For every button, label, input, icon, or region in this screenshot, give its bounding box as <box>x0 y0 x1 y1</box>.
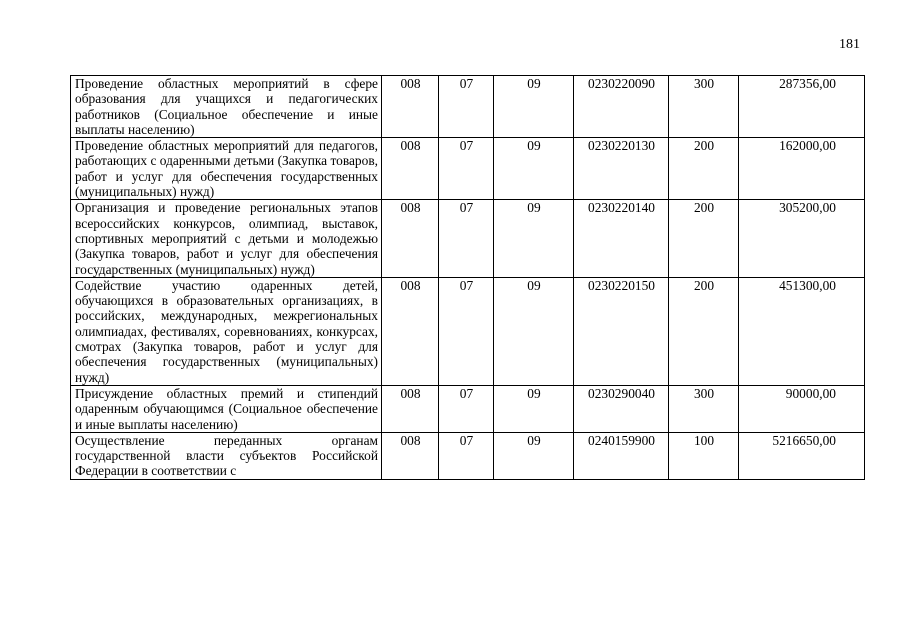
row-ministry-code: 008 <box>382 277 439 385</box>
row-description: Осуществление переданных органам государственной власти субъектов Российской Федерации в соответствии с <box>71 432 382 479</box>
row-amount: 5216650,00 <box>739 432 865 479</box>
row-target-article: 0230220140 <box>574 200 669 277</box>
row-amount: 162000,00 <box>739 138 865 200</box>
row-ministry-code: 008 <box>382 200 439 277</box>
row-subsection-code: 09 <box>494 432 574 479</box>
row-amount: 451300,00 <box>739 277 865 385</box>
row-amount: 305200,00 <box>739 200 865 277</box>
row-section-code: 07 <box>439 76 494 138</box>
table-row <box>71 432 865 479</box>
row-target-article: 0230220090 <box>574 76 669 138</box>
table-row <box>71 138 865 200</box>
row-amount: 90000,00 <box>739 385 865 432</box>
row-description: Проведение областных мероприятий для педагогов, работающих с одаренными детьми (Закупка товаров, работ и услуг для обеспечения государственных (муниципальных) нужд) <box>71 138 382 200</box>
row-expense-type: 200 <box>669 138 739 200</box>
row-subsection-code: 09 <box>494 385 574 432</box>
row-target-article: 0240159900 <box>574 432 669 479</box>
page-number: 181 <box>839 37 860 52</box>
budget-table <box>70 75 865 480</box>
row-section-code: 07 <box>439 138 494 200</box>
row-section-code: 07 <box>439 385 494 432</box>
row-description: Организация и проведение региональных этапов всероссийских конкурсов, олимпиад, выставок, спортивных мероприятий с детьми и молодежью (Закупка товаров, работ и услуг для обеспечения государственных (муниципальных) нужд) <box>71 200 382 277</box>
table-row <box>71 385 865 432</box>
row-ministry-code: 008 <box>382 138 439 200</box>
row-amount: 287356,00 <box>739 76 865 138</box>
row-target-article: 0230290040 <box>574 385 669 432</box>
row-target-article: 0230220130 <box>574 138 669 200</box>
row-ministry-code: 008 <box>382 385 439 432</box>
row-description: Содействие участию одаренных детей, обучающихся в образовательных организациях, в российских, международных, межрегиональных олимпиадах, фестивалях, соревнованиях, конкурсах, смотрах (Закупка товаров, работ и услуг для обеспечения государственных (муниципальных) нужд) <box>71 277 382 385</box>
row-description: Присуждение областных премий и стипендий одаренным обучающимся (Социальное обеспечение и иные выплаты населению) <box>71 385 382 432</box>
row-expense-type: 200 <box>669 277 739 385</box>
row-ministry-code: 008 <box>382 76 439 138</box>
row-section-code: 07 <box>439 200 494 277</box>
row-description: Проведение областных мероприятий в сфере образования для учащихся и педагогических работников (Социальное обеспечение и иные выплаты населению) <box>71 76 382 138</box>
row-section-code: 07 <box>439 277 494 385</box>
row-target-article: 0230220150 <box>574 277 669 385</box>
row-subsection-code: 09 <box>494 76 574 138</box>
row-subsection-code: 09 <box>494 138 574 200</box>
row-ministry-code: 008 <box>382 432 439 479</box>
row-expense-type: 300 <box>669 385 739 432</box>
row-subsection-code: 09 <box>494 277 574 385</box>
row-expense-type: 200 <box>669 200 739 277</box>
table-row <box>71 200 865 277</box>
table-row <box>71 277 865 385</box>
row-expense-type: 100 <box>669 432 739 479</box>
row-subsection-code: 09 <box>494 200 574 277</box>
table-row <box>71 76 865 138</box>
row-section-code: 07 <box>439 432 494 479</box>
row-expense-type: 300 <box>669 76 739 138</box>
